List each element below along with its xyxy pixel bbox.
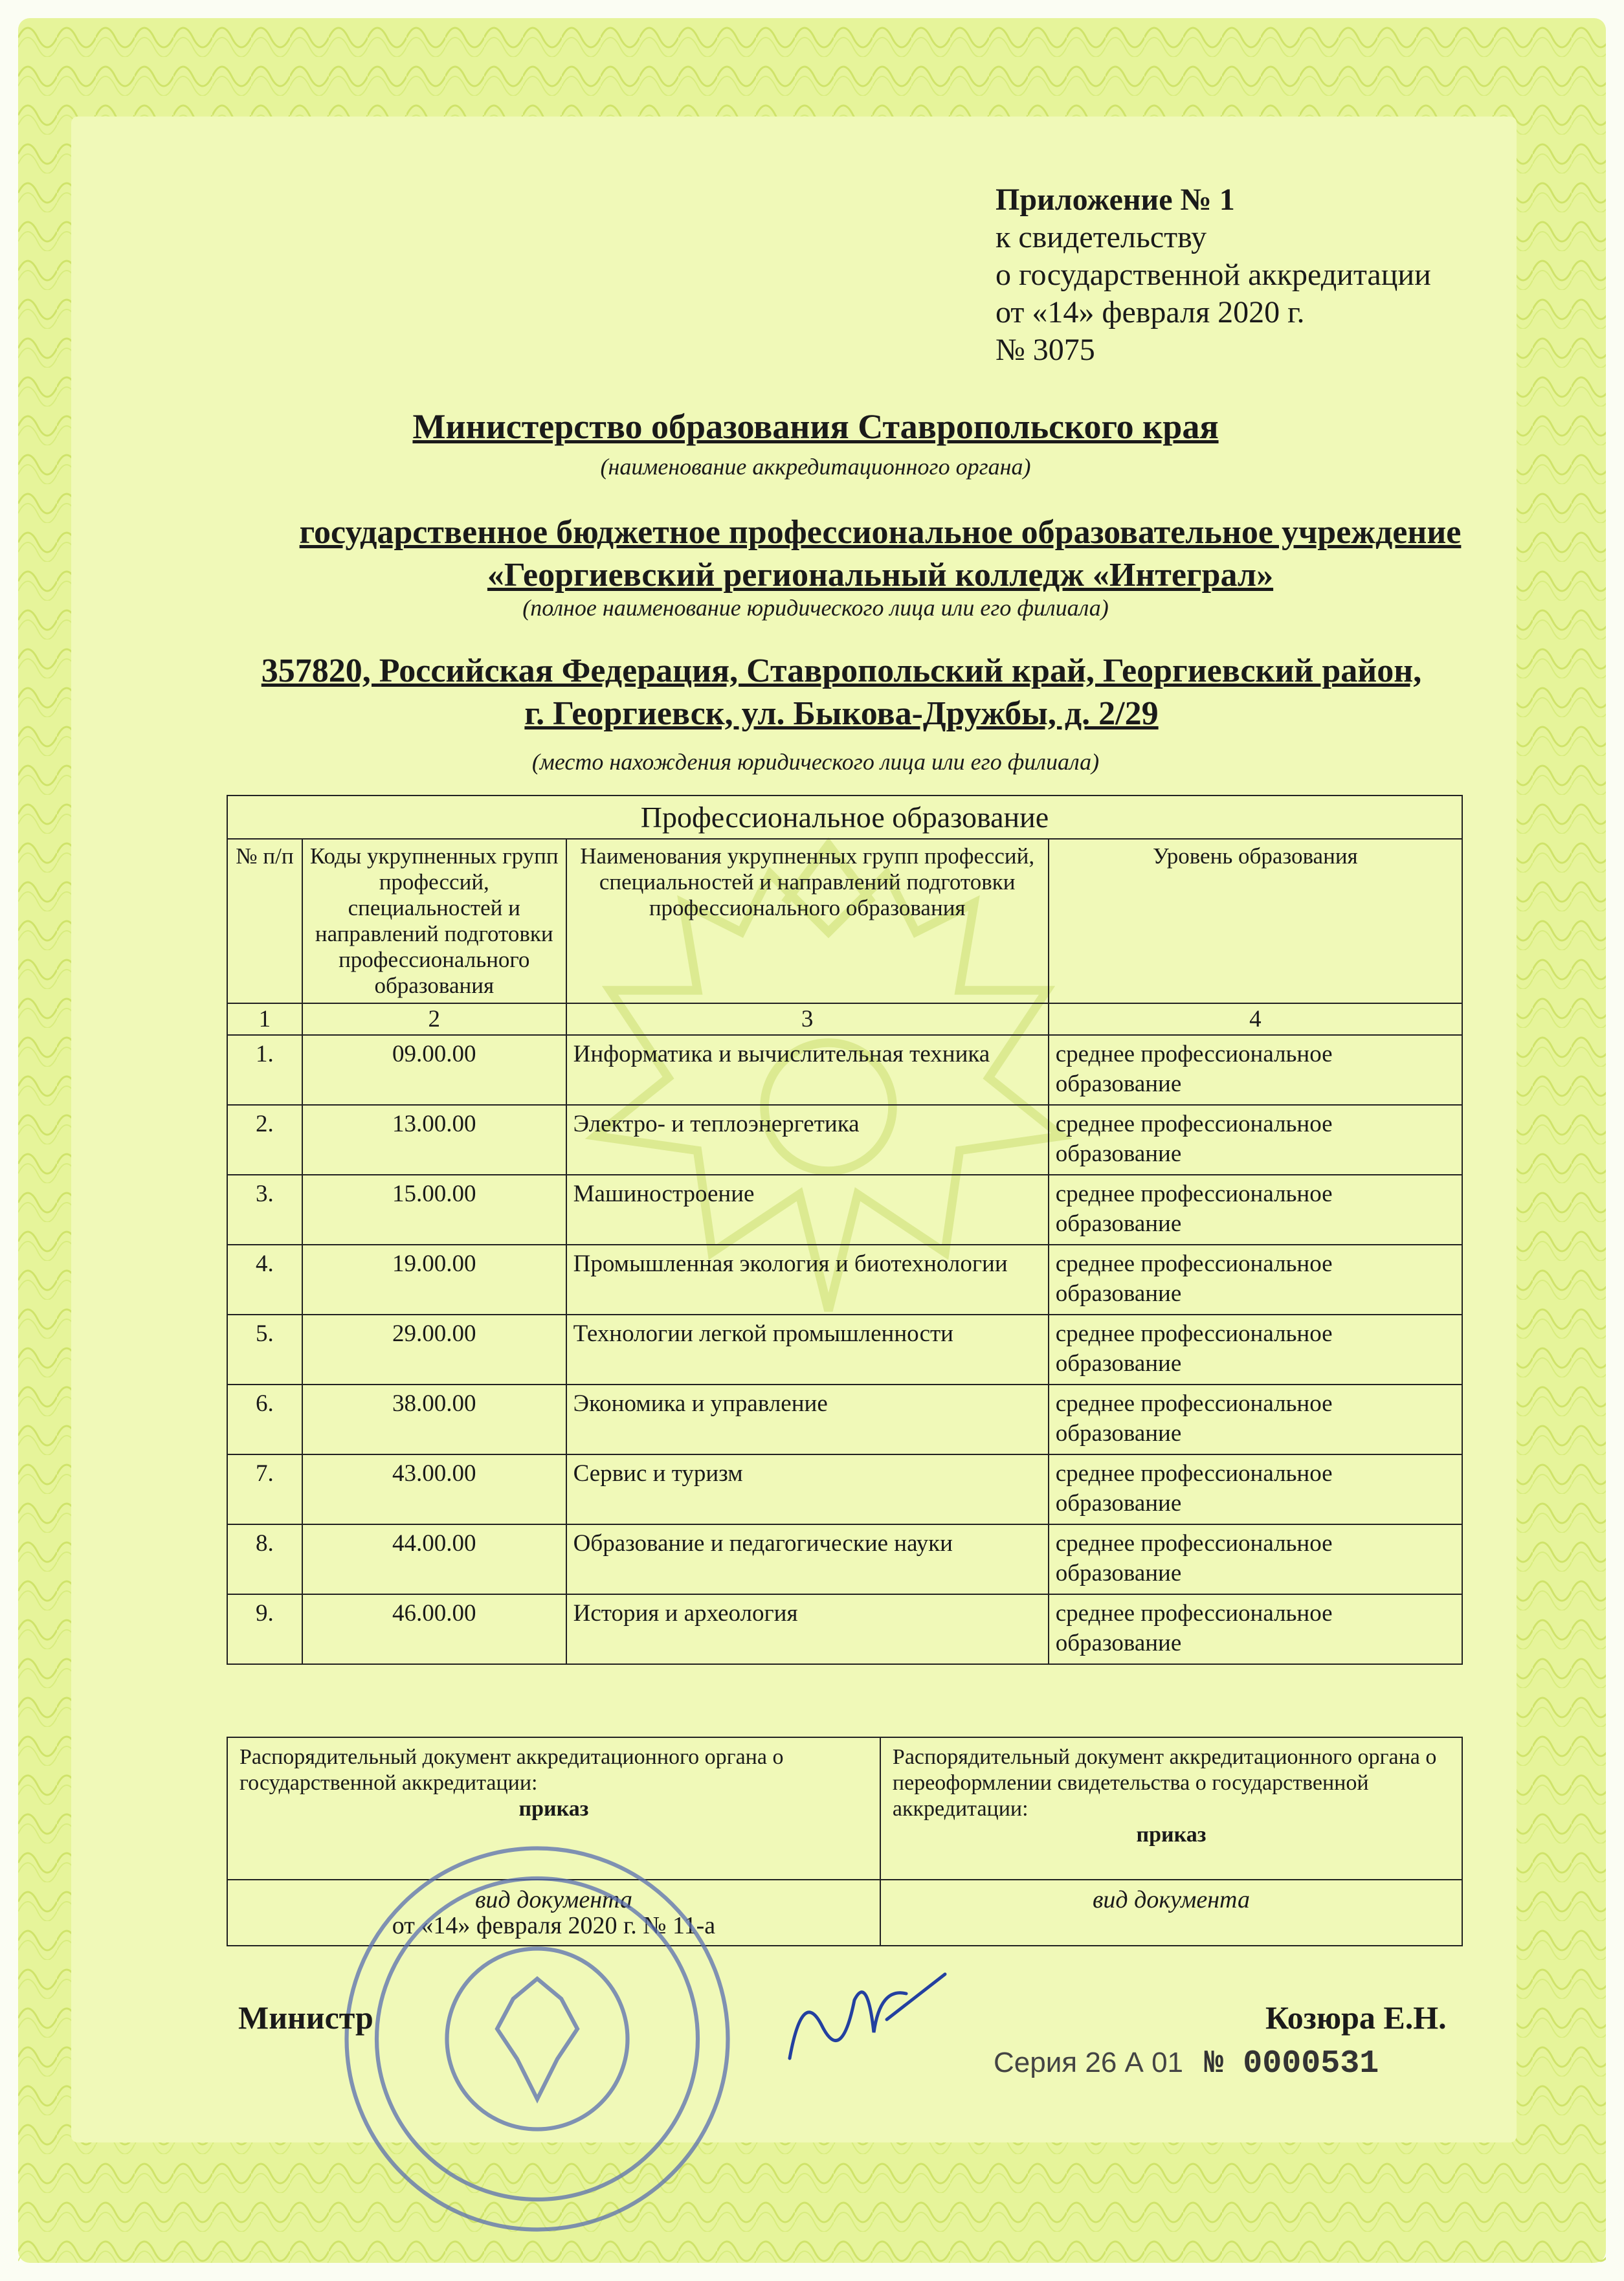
row-name: Промышленная экология и биотехнологии <box>566 1245 1049 1315</box>
table-row <box>227 1245 1462 1315</box>
row-level: среднее профессиональное образование <box>1049 1385 1462 1454</box>
appendix-line: от «14» февраля 2020 г. <box>996 295 1305 329</box>
row-level: среднее профессиональное образование <box>1049 1105 1462 1175</box>
institution-name <box>220 511 1541 597</box>
table-row <box>227 1315 1462 1385</box>
column-header: Коды укрупненных групп профессий, специальностей и направлений подготовки профессионального образования <box>302 839 566 1003</box>
table-title: Профессиональное образование <box>227 796 1462 839</box>
row-code: 15.00.00 <box>302 1175 566 1245</box>
row-level: среднее профессиональное образование <box>1049 1594 1462 1664</box>
table-row <box>227 1524 1462 1594</box>
row-number: 3. <box>227 1175 302 1245</box>
row-number: 1. <box>227 1035 302 1105</box>
appendix-reference <box>996 181 1431 369</box>
reissue-order-title: Распорядительный документ аккредитационного органа о переоформлении свидетельства о государственной аккредитации: <box>892 1745 1437 1821</box>
accreditation-order-title: Распорядительный документ аккредитационного органа о государственной аккредитации: <box>239 1745 784 1795</box>
reissue-order-kind: приказ <box>1136 1823 1207 1847</box>
row-code: 43.00.00 <box>302 1454 566 1524</box>
row-number: 7. <box>227 1454 302 1524</box>
column-header: Уровень образования <box>1049 839 1462 1003</box>
row-code: 46.00.00 <box>302 1594 566 1664</box>
document-type-caption: вид документа <box>474 1886 632 1913</box>
row-code: 29.00.00 <box>302 1315 566 1385</box>
series-label: Серия 26 А 01 <box>994 2047 1184 2078</box>
row-number: 6. <box>227 1385 302 1454</box>
table-row <box>227 1105 1462 1175</box>
appendix-line: о государственной аккредитации <box>996 258 1431 292</box>
row-number: 9. <box>227 1594 302 1664</box>
institution-caption: (полное наименование юридического лица или его филиала) <box>522 595 1109 621</box>
minister-label: Министр <box>238 1999 373 2036</box>
row-code: 38.00.00 <box>302 1385 566 1454</box>
column-header: Наименования укрупненных групп профессий, специальностей и направлений подготовки профессионального образования <box>566 839 1049 1003</box>
row-number: 4. <box>227 1245 302 1315</box>
institution-line: «Георгиевский региональный колледж «Интеграл» <box>487 557 1274 594</box>
row-level: среднее профессиональное образование <box>1049 1245 1462 1315</box>
row-level: среднее профессиональное образование <box>1049 1175 1462 1245</box>
row-name: Машиностроение <box>566 1175 1049 1245</box>
row-code: 09.00.00 <box>302 1035 566 1105</box>
address <box>194 650 1489 735</box>
row-number: 2. <box>227 1105 302 1175</box>
row-code: 13.00.00 <box>302 1105 566 1175</box>
row-name: Сервис и туризм <box>566 1454 1049 1524</box>
row-number: 8. <box>227 1524 302 1594</box>
form-series <box>994 2045 1379 2082</box>
row-level: среднее профессиональное образование <box>1049 1454 1462 1524</box>
row-name: История и археология <box>566 1594 1049 1664</box>
column-header: № п/п <box>227 839 302 1003</box>
authority-name: Министерство образования Ставропольского края <box>412 407 1219 446</box>
column-number: 2 <box>302 1003 566 1035</box>
row-level: среднее профессиональное образование <box>1049 1035 1462 1105</box>
row-code: 44.00.00 <box>302 1524 566 1594</box>
row-name: Информатика и вычислительная техника <box>566 1035 1049 1105</box>
appendix-title: Приложение № 1 <box>996 183 1235 217</box>
appendix-line: № 3075 <box>996 333 1095 367</box>
row-code: 19.00.00 <box>302 1245 566 1315</box>
row-number: 5. <box>227 1315 302 1385</box>
appendix-line: к свидетельству <box>996 220 1207 254</box>
reissue-order-details <box>880 1880 1462 1946</box>
handwritten-signature <box>777 1948 958 2091</box>
address-line: г. Георгиевск, ул. Быкова-Дружбы, д. 2/29 <box>524 695 1159 732</box>
row-level: среднее профессиональное образование <box>1049 1524 1462 1594</box>
institution-line: государственное бюджетное профессиональное образовательное учреждение <box>299 514 1462 551</box>
signer-name: Козюра Е.Н. <box>1265 1999 1447 2036</box>
table-row <box>227 1594 1462 1664</box>
column-number: 1 <box>227 1003 302 1035</box>
accreditation-order-date: от «14» февраля 2020 г. № 11-а <box>392 1912 716 1939</box>
row-level: среднее профессиональное образование <box>1049 1315 1462 1385</box>
column-number: 3 <box>566 1003 1049 1035</box>
row-name: Экономика и управление <box>566 1385 1049 1454</box>
column-number: 4 <box>1049 1003 1462 1035</box>
reissue-order-cell <box>880 1737 1462 1880</box>
address-line: 357820, Российская Федерация, Ставропольский край, Георгиевский район, <box>261 652 1422 689</box>
row-name: Электро- и теплоэнергетика <box>566 1105 1049 1175</box>
row-name: Образование и педагогические науки <box>566 1524 1049 1594</box>
table-row <box>227 1454 1462 1524</box>
authority-caption: (наименование аккредитационного органа) <box>600 454 1031 480</box>
table-row <box>227 1385 1462 1454</box>
table-row <box>227 1175 1462 1245</box>
document-type-caption: вид документа <box>1092 1886 1250 1913</box>
form-number: № 0000531 <box>1204 2045 1379 2082</box>
table-row <box>227 1035 1462 1105</box>
education-table <box>227 795 1463 1665</box>
official-seal-stamp <box>337 1838 738 2240</box>
address-caption: (место нахождения юридического лица или его филиала) <box>531 749 1100 775</box>
row-name: Технологии легкой промышленности <box>566 1315 1049 1385</box>
accreditation-order-kind: приказ <box>518 1797 589 1821</box>
